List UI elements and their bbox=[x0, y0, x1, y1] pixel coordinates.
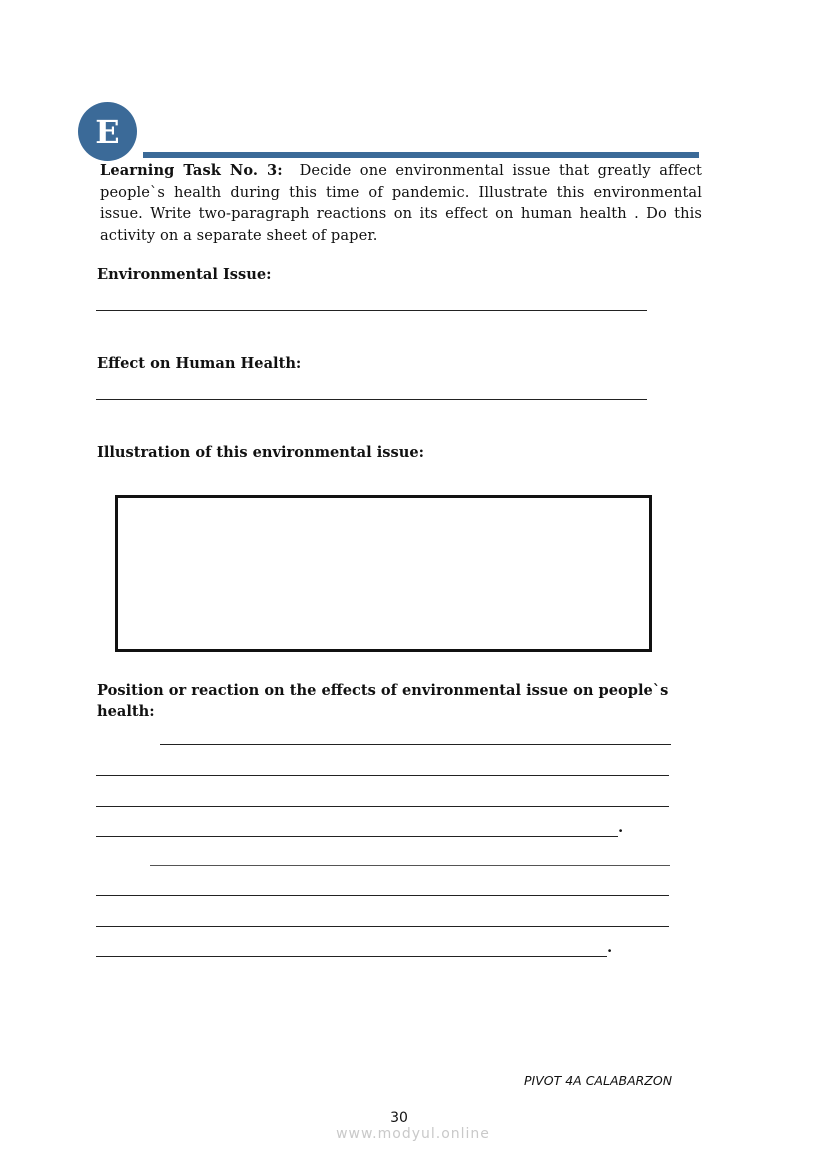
task-text: Decide one environmental issue that greatly affect people`s health during this time of pandemic. Illustrate this environmental issue. Write two-paragraph reactions on its effect on human health . Do this activity on a separate sheet of paper. bbox=[100, 162, 702, 244]
paragraph-end-period: . bbox=[618, 818, 624, 836]
position-reaction-label: Position or reaction on the effects of environmental issue on people`s health: bbox=[97, 682, 669, 720]
reaction-line[interactable] bbox=[160, 744, 671, 745]
reaction-line[interactable] bbox=[96, 836, 618, 837]
reaction-line[interactable] bbox=[96, 926, 669, 927]
effect-on-health-answer-line[interactable] bbox=[96, 399, 647, 400]
reaction-line[interactable] bbox=[96, 775, 669, 776]
watermark: www.modyul.online bbox=[336, 1126, 490, 1142]
paragraph-end-period: . bbox=[607, 938, 613, 956]
task-label: Learning Task No. 3: bbox=[100, 162, 283, 179]
environmental-issue-answer-line[interactable] bbox=[96, 310, 647, 311]
page-number: 30 bbox=[390, 1110, 408, 1126]
illustration-label: Illustration of this environmental issue: bbox=[97, 444, 424, 461]
task-instructions bbox=[100, 160, 702, 246]
illustration-box[interactable] bbox=[115, 495, 652, 652]
region-footer: PIVOT 4A CALABARZON bbox=[524, 1073, 673, 1088]
reaction-line[interactable] bbox=[96, 806, 669, 807]
reaction-line[interactable] bbox=[150, 865, 670, 866]
header-rule bbox=[143, 152, 699, 158]
reaction-line[interactable] bbox=[96, 895, 669, 896]
environmental-issue-label: Environmental Issue: bbox=[97, 266, 272, 283]
effect-on-health-label: Effect on Human Health: bbox=[97, 355, 302, 372]
section-letter-badge: E bbox=[78, 102, 137, 161]
reaction-line[interactable] bbox=[96, 956, 607, 957]
